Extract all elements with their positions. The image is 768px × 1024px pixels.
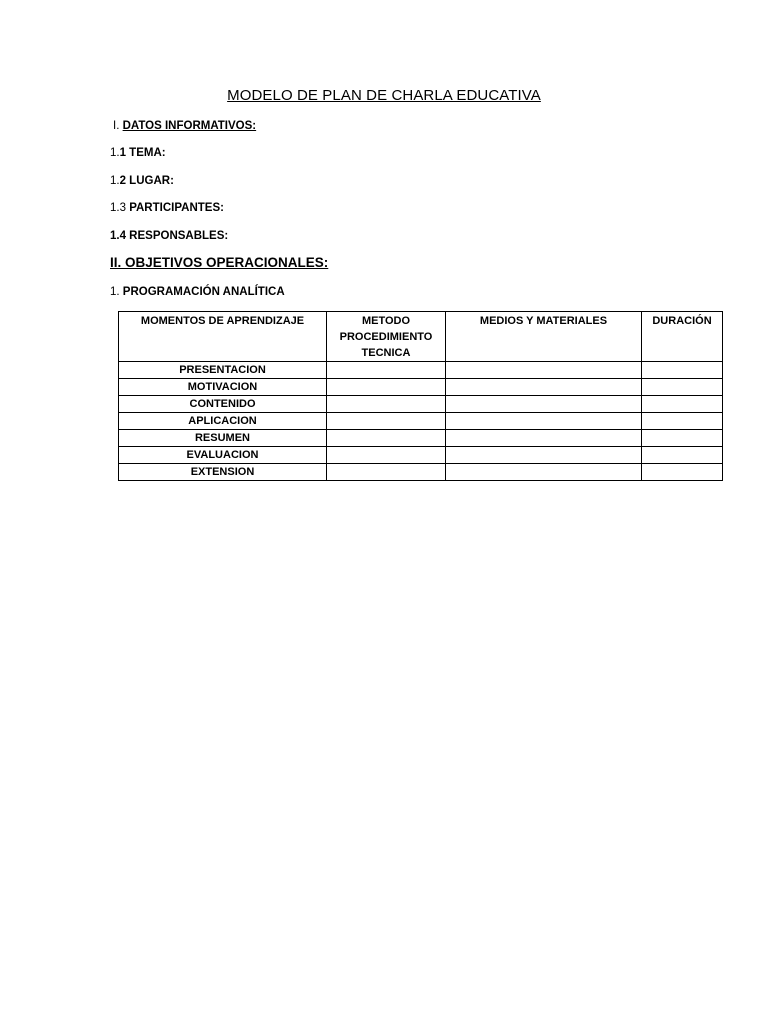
- row-duracion-cell: [642, 430, 723, 447]
- item-lugar: [110, 175, 174, 187]
- table-row: [119, 464, 723, 481]
- header-medios: MEDIOS Y MATERIALES: [446, 312, 642, 362]
- header-duracion: DURACIÓN: [642, 312, 723, 362]
- item-participantes-number: 1.3: [110, 202, 130, 214]
- item-participantes: [110, 202, 224, 214]
- row-metodo-cell: [327, 430, 446, 447]
- datos-number: I.: [113, 120, 123, 132]
- row-duracion-cell: [642, 413, 723, 430]
- table-header-row: [119, 312, 723, 362]
- row-duracion-cell: [642, 362, 723, 379]
- programacion-number: 1.: [110, 286, 123, 298]
- row-medios-cell: [446, 464, 642, 481]
- programacion-heading: [110, 286, 285, 298]
- item-lugar-number: 1.: [110, 175, 120, 187]
- row-metodo-cell: [327, 464, 446, 481]
- row-metodo-cell: [327, 362, 446, 379]
- table-row: [119, 379, 723, 396]
- row-momento-cell: EVALUACION: [119, 447, 327, 464]
- header-metodo: [327, 312, 446, 362]
- header-tecnica-line: TECNICA: [361, 347, 411, 359]
- row-momento-cell: EXTENSION: [119, 464, 327, 481]
- item-responsables-label: 1.4 RESPONSABLES:: [110, 230, 229, 242]
- datos-label: DATOS INFORMATIVOS:: [122, 120, 257, 132]
- item-tema-label: 1 TEMA:: [119, 147, 166, 159]
- table-row: [119, 396, 723, 413]
- programacion-table: [118, 311, 723, 481]
- table-row: [119, 362, 723, 379]
- row-metodo-cell: [327, 447, 446, 464]
- header-momentos: MOMENTOS DE APRENDIZAJE: [119, 312, 327, 362]
- item-lugar-label: 2 LUGAR:: [119, 175, 174, 187]
- item-participantes-label: PARTICIPANTES:: [129, 202, 224, 214]
- table-row: [119, 447, 723, 464]
- row-medios-cell: [446, 396, 642, 413]
- row-momento-cell: PRESENTACION: [119, 362, 327, 379]
- row-metodo-cell: [327, 396, 446, 413]
- programacion-label: PROGRAMACIÓN ANALÍTICA: [122, 286, 285, 298]
- row-momento-cell: APLICACION: [119, 413, 327, 430]
- datos-informativos-heading: [113, 120, 256, 132]
- table-row: [119, 430, 723, 447]
- row-duracion-cell: [642, 396, 723, 413]
- row-momento-cell: RESUMEN: [119, 430, 327, 447]
- item-responsables: [110, 230, 228, 242]
- table-row: [119, 413, 723, 430]
- item-tema-number: 1.: [110, 147, 120, 159]
- header-metodo-line: METODO: [361, 315, 411, 327]
- item-tema: [110, 147, 166, 159]
- row-medios-cell: [446, 430, 642, 447]
- row-metodo-cell: [327, 413, 446, 430]
- row-duracion-cell: [642, 447, 723, 464]
- document-title: MODELO DE PLAN DE CHARLA EDUCATIVA: [227, 87, 541, 104]
- objetivos-heading: II. OBJETIVOS OPERACIONALES:: [110, 255, 329, 270]
- row-momento-cell: MOTIVACION: [119, 379, 327, 396]
- row-duracion-cell: [642, 464, 723, 481]
- row-medios-cell: [446, 379, 642, 396]
- row-momento-cell: CONTENIDO: [119, 396, 327, 413]
- row-medios-cell: [446, 447, 642, 464]
- header-procedimiento-line: PROCEDIMIENTO: [339, 331, 433, 343]
- row-medios-cell: [446, 362, 642, 379]
- row-duracion-cell: [642, 379, 723, 396]
- row-metodo-cell: [327, 379, 446, 396]
- row-medios-cell: [446, 413, 642, 430]
